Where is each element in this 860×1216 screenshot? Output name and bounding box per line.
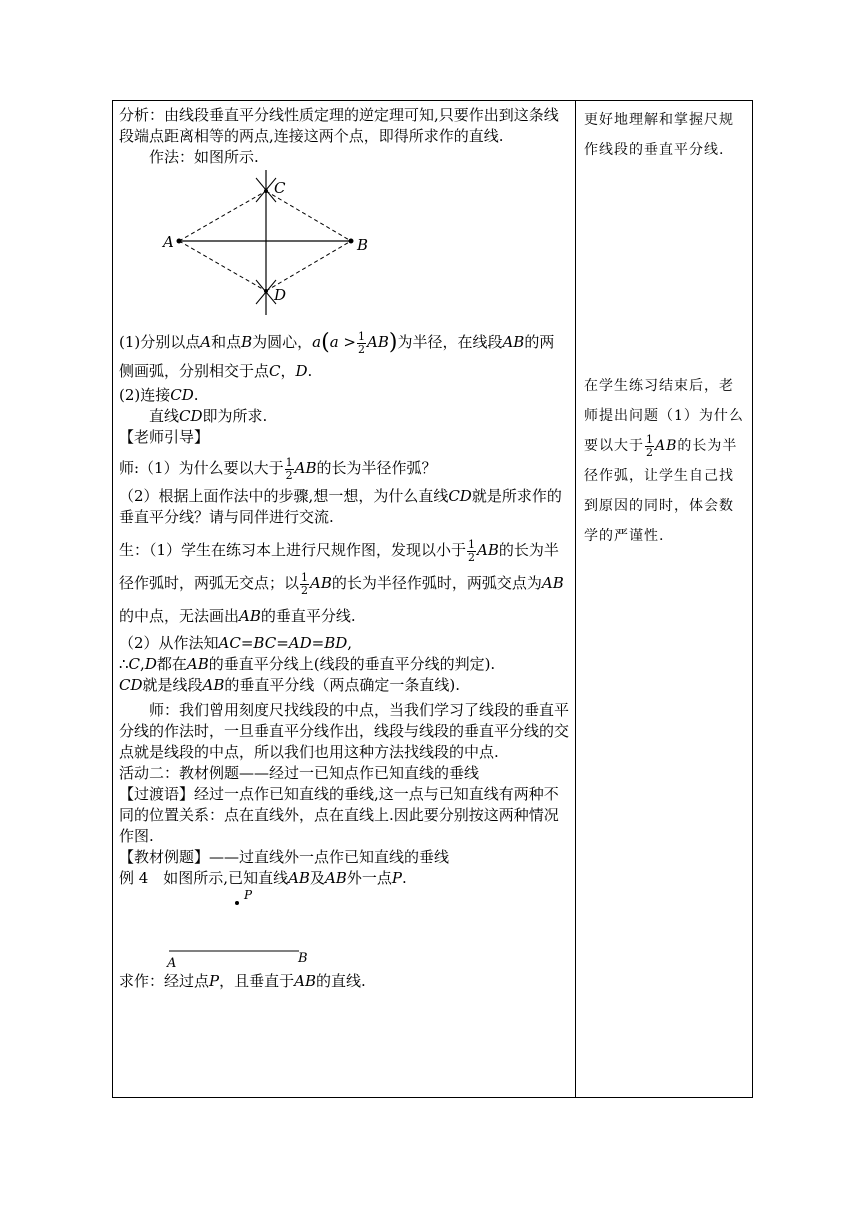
student-answer-2: （2）从作法知AC=BC=AD=BD,	[119, 634, 353, 652]
student-answer-4: CD就是线段AB的垂直平分线（两点确定一条直线).	[119, 676, 461, 694]
step1-line: (1)分别以点A和点B为圆心，a(a > $\frac{1}{2}$ AB)为半径，在线段AB的两侧画弧，分别相交于点C，D.	[119, 329, 555, 380]
fraction-half: $\frac{1}{2}$	[357, 329, 365, 356]
result-line: 直线CD即为所求.	[149, 407, 268, 425]
student-answer-1: 生：（1）学生在练习本上进行尺规作图，发现以小于 $\frac{1}{2}$ AB的长为半径作弧时，两弧无交点；以 $\frac{1}{2}$ AB的长为半径作弧时，两弧交点为AB的中点，无法画出AB的垂直平分线.	[119, 537, 564, 625]
activity-2-heading: 活动二：教材例题——经过一已知点作已知直线的垂线	[119, 764, 480, 782]
student-answer-3: ∴C,D都在AB的垂直平分线上(线段的垂直平分线的判定).	[119, 655, 496, 673]
side-column	[576, 101, 753, 1098]
teacher-guide-heading: 【老师引导】	[119, 428, 210, 446]
teacher-question-1: 师:（1）为什么要以大于 $\frac{1}{2}$ AB的长为半径作弧？	[119, 455, 437, 482]
fraction-half: $\frac{1}{2}$	[646, 432, 653, 459]
transition-paragraph: 【过渡语】经过一点作已知直线的垂线,这一点与已知直线有两种不同的位置关系：点在直线外，点在直线上.因此要分别按这两种情况作图.	[119, 785, 559, 845]
fig2-label-b: B	[298, 951, 308, 966]
lesson-table	[112, 100, 753, 1098]
fig1-label-d: D	[274, 286, 287, 304]
teacher-question-2: （2）根据上面作法中的步骤,想一想，为什么直线CD就是所求作的垂直平分线？请与同伴进行交流.	[119, 487, 562, 526]
task-line: 求作：经过点P，且垂直于AB的直线.	[119, 972, 366, 990]
fraction-half: $\frac{1}{2}$	[468, 537, 476, 564]
fig1-label-b: B	[357, 236, 369, 254]
side-note-2: 在学生练习结束后，老师提出问题（1）为什么要以大于 $\frac{1}{2}$ AB的长为半径作弧，让学生自己找到原因的同时，体会数学的严谨性.	[584, 378, 744, 544]
fig1-label-c: C	[274, 179, 286, 197]
side-note-1: 更好地理解和掌握尺规作线段的垂直平分线.	[584, 112, 734, 158]
fig2-label-a: A	[167, 956, 177, 971]
teacher-remark: 师：我们曾用刻度尺找线段的中点，当我们学习了线段的垂直平分线的作法时，一旦垂直平分线作出，线段与线段的垂直平分线的交点就是线段的中点，所以我们也用这种方法找线段的中点.	[119, 701, 570, 761]
fraction-half: $\frac{1}{2}$	[301, 570, 309, 597]
fig2-label-p: P	[244, 889, 253, 902]
example-heading: 【教材例题】——过直线外一点作已知直线的垂线	[119, 848, 450, 866]
step2-line: (2)连接CD.	[119, 386, 199, 404]
fig1-label-a: A	[163, 233, 174, 251]
line-point-figure	[159, 889, 379, 971]
construction-figure	[159, 170, 419, 320]
fraction-half: $\frac{1}{2}$	[285, 455, 293, 482]
method-line: 作法：如图所示.	[149, 148, 259, 166]
example-4-line: 例 4 如图所示,已知直线AB及AB外一点P.	[119, 869, 407, 887]
main-column	[113, 101, 576, 1098]
analysis-paragraph: 分析：由线段垂直平分线性质定理的逆定理可知,只要作出到这条线段端点距离相等的两点,连接这两个点，即得所求作的直线.	[119, 106, 559, 145]
